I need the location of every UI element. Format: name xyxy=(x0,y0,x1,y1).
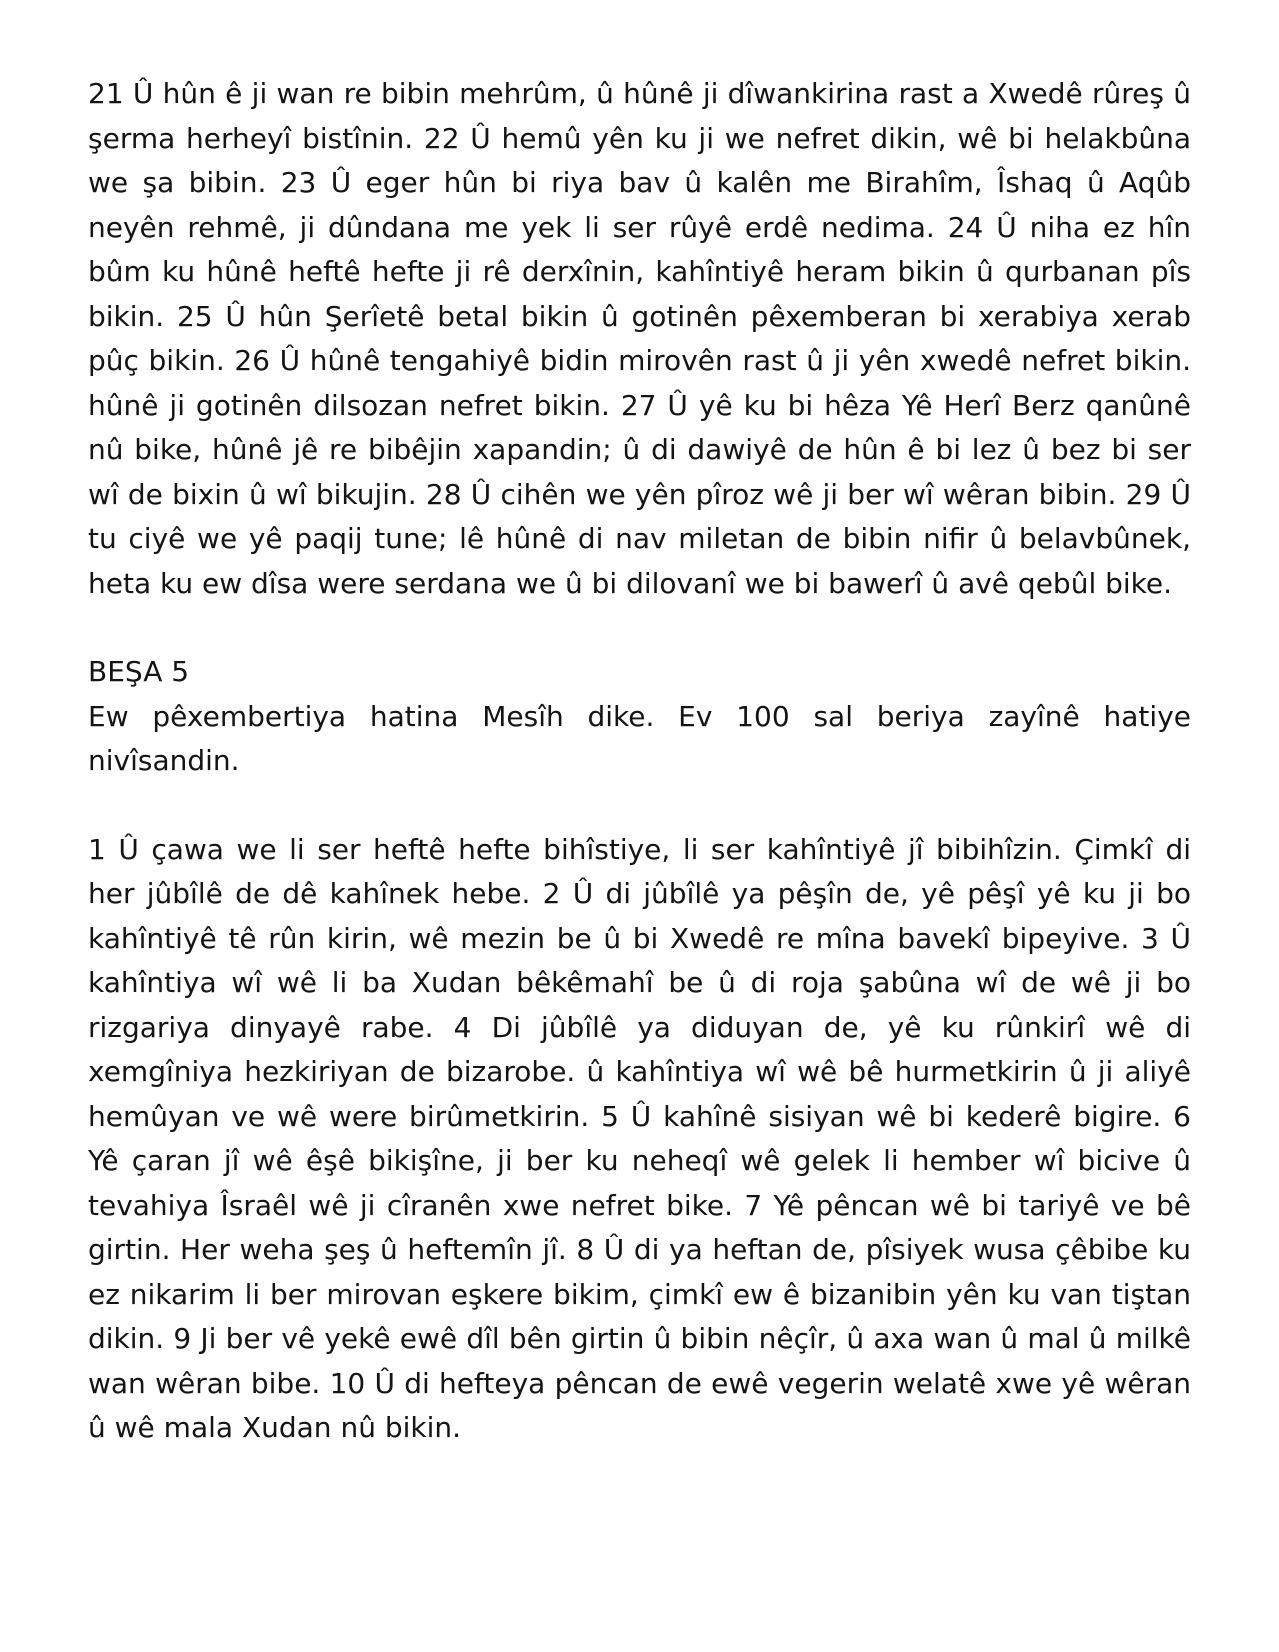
body-paragraph-1: 21 Û hûn ê ji wan re bibin mehrûm, û hûnê ji dîwankirina rast a Xwedê rûreş û şerma herheyî bistînin. 22 Û hemû yên ku ji we nefret dikin, wê bi helakbûna we şa bibin. 23 Û eger hûn bi riya bav û kalên me Birahîm, Îshaq û Aqûb neyên rehmê, ji dûndana me yek li ser rûyê erdê nedima. 24 Û niha ez hîn bûm ku hûnê heftê hefte ji rê derxînin, kahîntiyê heram bikin û qurbanan pîs bikin. 25 Û hûn Şerîetê betal bikin û gotinên pêxemberan bi xerabiya xerab pûç bikin. 26 Û hûnê tengahiyê bidin mirovên rast û ji yên xwedê nefret bikin. hûnê ji gotinên dilsozan nefret bikin. 27 Û yê ku bi hêza Yê Herî Berz qanûnê nû bike, hûnê jê re bibêjin xapandin; û di dawiyê de hûn ê bi lez û bez bi ser wî de bixin û wî bikujin. 28 Û cihên we yên pîroz wê ji ber wî wêran bibin. 29 Û tu ciyê we yê paqij tune; lê hûnê di nav miletan de bibin nifir û belavbûnek, heta ku ew dîsa were serdana we û bi dilovanî we bi bawerî û avê qebûl bike. xyxy=(88,77,1191,600)
chapter-intro: Ew pêxembertiya hatina Mesîh dike. Ev 100 sal beriya zayînê hatiye nivîsandin. xyxy=(88,699,1191,777)
chapter-heading: BEŞA 5 xyxy=(88,655,190,688)
body-paragraph-2: 1 Û çawa we li ser heftê hefte bihîstiye, li ser kahîntiyê jî bibihîzin. Çimkî di her jûbîlê de dê kahînek hebe. 2 Û di jûbîlê ya pêşîn de, yê pêşî yê ku ji bo kahîntiyê tê rûn kirin, wê mezin be û bi Xwedê re mîna bavekî bipeyive. 3 Û kahîntiya wî wê li ba Xudan bêkêmahî be û di roja şabûna wî de wê ji bo rizgariya dinyayê rabe. 4 Di jûbîlê ya diduyan de, yê ku rûnkirî wê di xemgîniya hezkiriyan de bizarobe. û kahîntiya wî wê bê hurmetkirin û ji aliyê hemûyan ve wê were birûmetkirin. 5 Û kahînê sisiyan wê bi kederê bigire. 6 Yê çaran jî wê êşê bikişîne, ji ber ku neheqî wê gelek li hember wî bicive û tevahiya Îsraêl wê ji cîranên xwe nefret bike. 7 Yê pêncan wê bi tariyê ve bê girtin. Her weha şeş û heftemîn jî. 8 Û di ya heftan de, pîsiyek wusa çêbibe ku ez nikarim li ber mirovan eşkere bikim, çimkî ew ê bizanibin yên ku van tiştan dikin. 9 Ji ber vê yekê ewê dîl bên girtin û bibin nêçîr, û axa wan û mal û milkê wan wêran bibe. 10 Û di hefteya pêncan de ewê vegerin welatê xwe yê wêran û wê mala Xudan nû bikin. xyxy=(88,832,1191,1444)
document-page xyxy=(88,72,1191,1451)
